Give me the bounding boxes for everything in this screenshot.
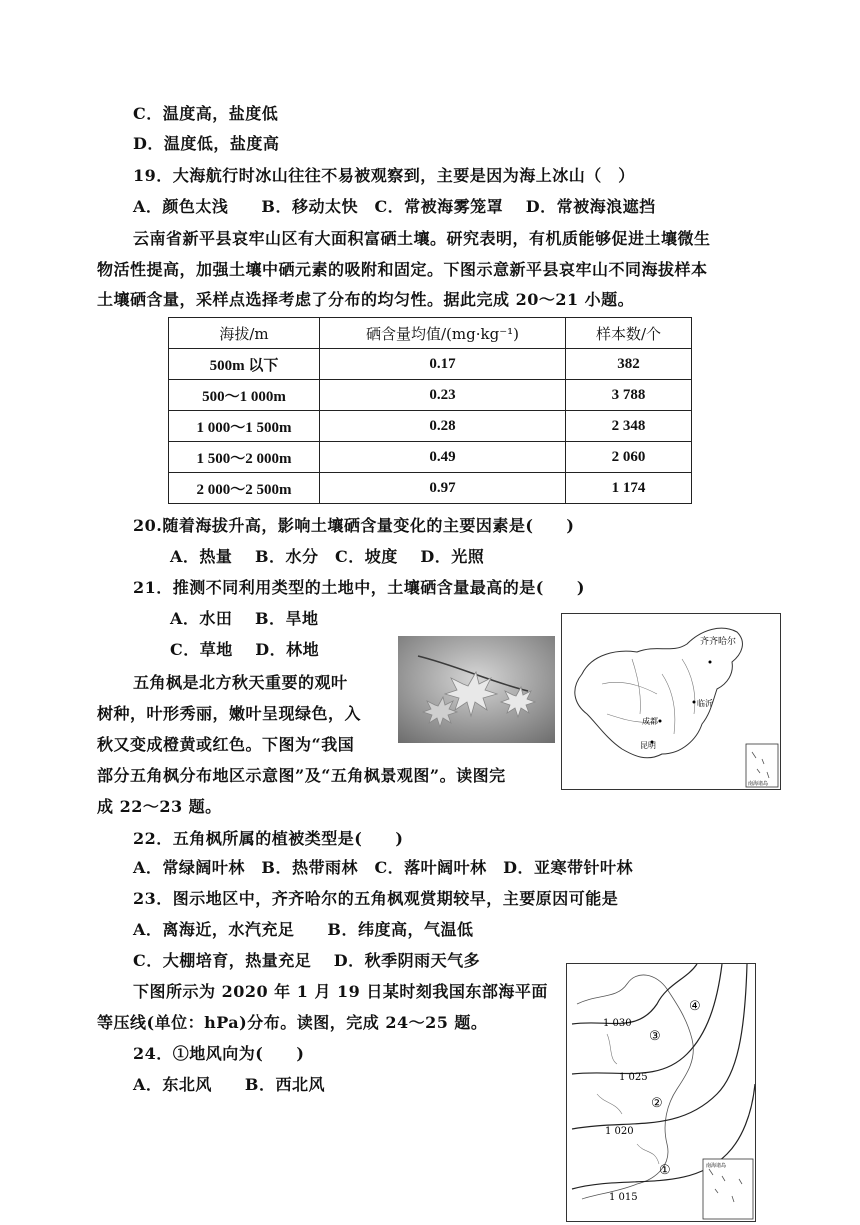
question-24: 24．①地风向为( ) — [133, 1044, 305, 1063]
question-23-options-ab: A．离海近，水汽充足 B．纬度高，气温低 — [133, 920, 474, 939]
maple-intro-1: 五角枫是北方秋天重要的观叶 — [133, 673, 348, 692]
isobar-label-1030: 1 030 — [603, 1018, 632, 1029]
header-altitude: 海拔/m — [169, 318, 320, 349]
intro-line-2: 物活性提高，加强土壤中硒元素的吸附和固定。下图示意新平县哀牢山不同海拔样本 — [97, 260, 708, 279]
question-21-options-ab: A．水田 B．旱地 — [170, 609, 319, 628]
table-row — [169, 380, 692, 411]
isobar-label-1015: 1 015 — [609, 1192, 638, 1203]
question-20: 20.随着海拔升高，影响土壤硒含量变化的主要因素是( ) — [133, 516, 575, 535]
table-cell: 2 348 — [566, 411, 692, 442]
label-nanhai-inset: 南海诸岛 — [748, 781, 769, 787]
table-cell: 0.17 — [320, 349, 566, 380]
point-1-marker: ① — [659, 1163, 671, 1178]
intro-line-3: 土壤硒含量，采样点选择考虑了分布的均匀性。据此完成 20～21 小题。 — [97, 290, 635, 309]
selenium-table — [168, 317, 692, 504]
question-23: 23．图示地区中，齐齐哈尔的五角枫观赏期较早，主要原因可能是 — [133, 889, 619, 908]
pressure-intro-2: 等压线(单位：hPa)分布。读图，完成 24～25 题。 — [97, 1013, 488, 1032]
table-cell: 382 — [566, 349, 692, 380]
maple-intro-4: 部分五角枫分布地区示意图”及“五角枫景观图”。读图完 — [97, 766, 506, 785]
question-23-options-cd: C．大棚培育，热量充足 D．秋季阴雨天气多 — [133, 951, 481, 970]
table-cell: 0.97 — [320, 473, 566, 504]
question-20-options: A．热量 B．水分 C．坡度 D．光照 — [170, 547, 485, 566]
table-cell: 0.49 — [320, 442, 566, 473]
question-22: 22．五角枫所属的植被类型是( ) — [133, 829, 404, 848]
isobar-label-1020: 1 020 — [605, 1126, 634, 1137]
table-row — [169, 349, 692, 380]
table-cell: 1 174 — [566, 473, 692, 504]
label-nanhai-inset-2: 南海诸岛 — [706, 1163, 727, 1169]
isobar-label-1025: 1 025 — [619, 1072, 648, 1083]
intro-line-1: 云南省新平县哀牢山区有大面积富硒土壤。研究表明，有机质能够促进土壤微生 — [133, 229, 711, 248]
point-4-marker: ④ — [689, 999, 701, 1014]
point-3-marker: ③ — [649, 1029, 661, 1044]
option-d-q18: D．温度低，盐度高 — [133, 134, 280, 153]
maple-leaf-graphic — [398, 636, 555, 743]
table-cell: 2 060 — [566, 442, 692, 473]
table-row — [169, 473, 692, 504]
table-row — [169, 411, 692, 442]
maple-photo — [398, 636, 555, 743]
header-samples: 样本数/个 — [566, 318, 692, 349]
pressure-intro-1: 下图所示为 2020 年 1 月 19 日某时刻我国东部海平面 — [133, 982, 548, 1001]
china-maple-map — [561, 613, 781, 790]
question-24-options: A．东北风 B．西北风 — [133, 1075, 325, 1094]
label-east-city: 临沂 — [697, 699, 713, 708]
point-2-marker: ② — [651, 1096, 663, 1111]
table-header-row — [169, 318, 692, 349]
table-cell: 1 500～2 000m — [169, 442, 320, 473]
question-22-options: A．常绿阔叶林 B．热带雨林 C．落叶阔叶林 D．亚寒带针叶林 — [133, 858, 634, 877]
question-21-options-cd: C．草地 D．林地 — [170, 640, 320, 659]
question-19-options: A．颜色太浅 B．移动太快 C．常被海雾笼罩 D．常被海浪遮挡 — [133, 197, 656, 216]
table-row — [169, 442, 692, 473]
question-21: 21．推测不同利用类型的土地中，土壤硒含量最高的是( ) — [133, 578, 585, 597]
option-c-q18: C．温度高，盐度低 — [133, 104, 279, 123]
table-cell: 0.23 — [320, 380, 566, 411]
table-cell: 2 000～2 500m — [169, 473, 320, 504]
table-cell: 500m 以下 — [169, 349, 320, 380]
maple-intro-3: 秋又变成橙黄或红色。下图为“我国 — [97, 735, 355, 754]
table-cell: 0.28 — [320, 411, 566, 442]
table-cell: 3 788 — [566, 380, 692, 411]
label-kunming: 昆明 — [640, 741, 656, 750]
table-cell: 500～1 000m — [169, 380, 320, 411]
question-19: 19．大海航行时冰山往往不易被观察到，主要是因为海上冰山（ ） — [133, 166, 635, 185]
table-cell: 1 000～1 500m — [169, 411, 320, 442]
label-qiqihar: 齐齐哈尔 — [700, 637, 737, 647]
header-selenium: 硒含量均值/(mg·kg⁻¹) — [320, 318, 566, 349]
maple-intro-2: 树种，叶形秀丽，嫩叶呈现绿色，入 — [97, 704, 362, 723]
maple-intro-5: 成 22～23 题。 — [97, 797, 222, 816]
isobar-map — [566, 963, 756, 1222]
label-chengdu: 成都 — [642, 717, 658, 726]
